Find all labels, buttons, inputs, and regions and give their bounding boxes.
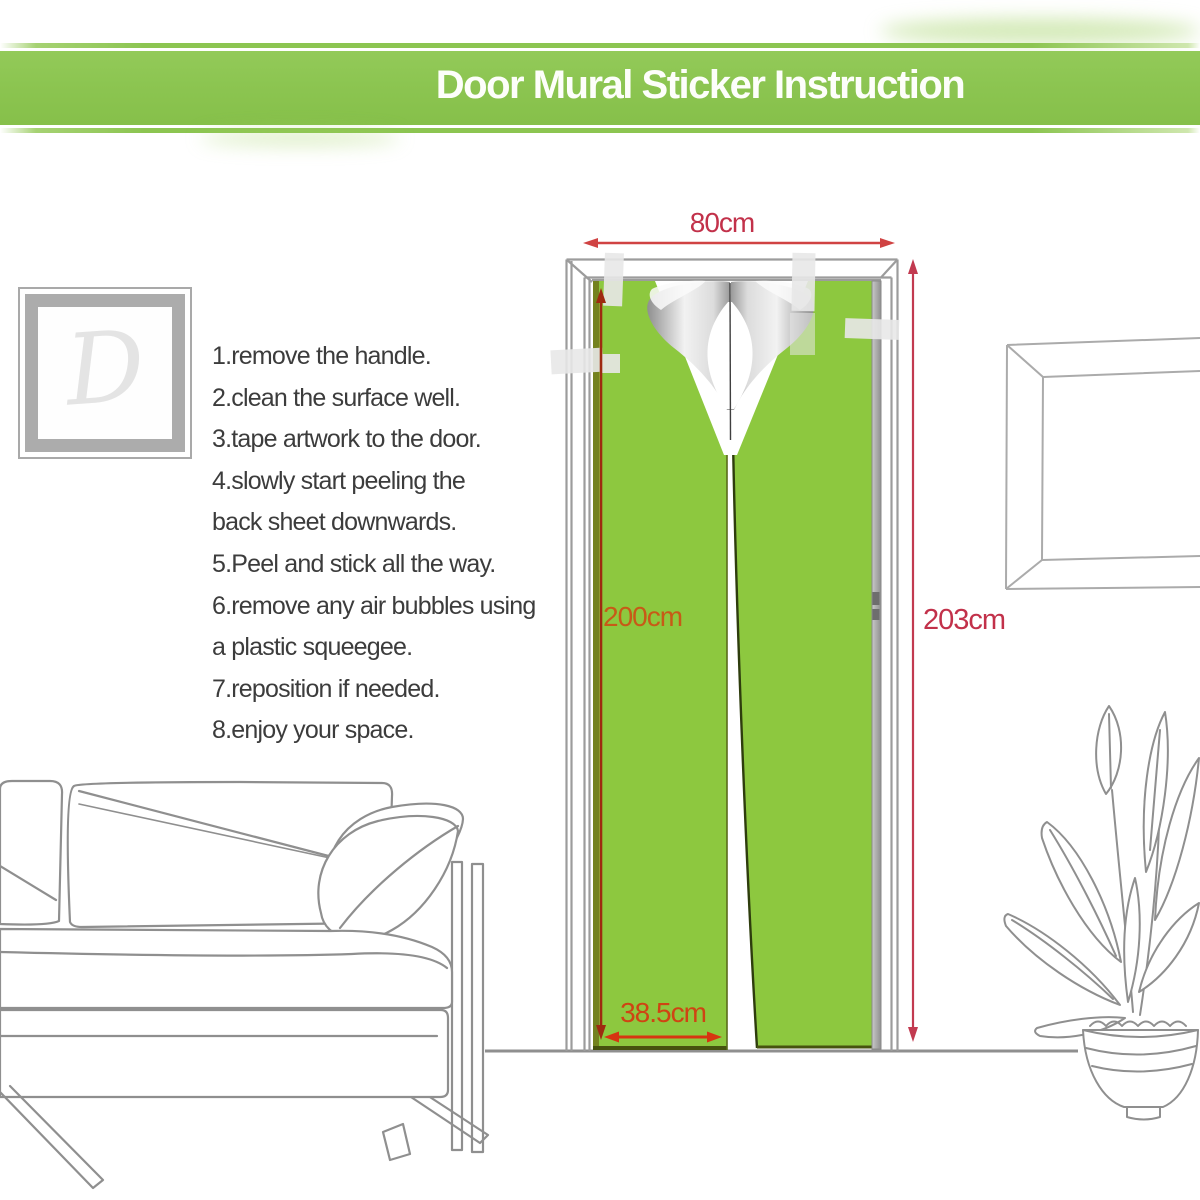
- door-latch: [873, 592, 880, 605]
- instruction-step-4: 4.slowly start peeling the: [212, 466, 465, 495]
- arrow-80cm: [583, 238, 895, 248]
- instruction-step-4b: back sheet downwards.: [212, 508, 457, 537]
- label-sticker-height: 200cm: [603, 601, 683, 632]
- instruction-step-8: 8.enjoy your space.: [212, 716, 414, 745]
- door-edge-strip: [872, 281, 881, 1049]
- instruction-list: [212, 336, 535, 752]
- instruction-step-3: 3.tape artwork to the door.: [212, 425, 481, 454]
- door-mural-sticker: [593, 281, 881, 1050]
- tape-right-frame: [845, 318, 900, 340]
- sofa-base: [0, 1010, 448, 1097]
- tape-top-right-lower: [790, 313, 815, 355]
- picture-frame-left: [18, 287, 192, 459]
- instruction-step-6b: a plastic squeegee.: [212, 633, 413, 662]
- tape-left-square: [602, 354, 620, 373]
- picture-frame-right: [1006, 338, 1200, 589]
- instruction-step-6: 6.remove any air bubbles using: [212, 591, 536, 620]
- sofa-drawing: [0, 781, 488, 1188]
- picture-frame-left-mat: [25, 294, 185, 452]
- tape-top-left: [603, 253, 624, 307]
- label-door-height: 203cm: [923, 604, 1006, 636]
- instruction-step-5: 5.Peel and stick all the way.: [212, 549, 496, 578]
- tape-left-frame: [550, 348, 603, 375]
- label-door-width: 80cm: [689, 207, 755, 238]
- plant-drawing: [1004, 706, 1199, 1120]
- label-panel-width: 38.5cm: [620, 997, 706, 1028]
- sofa-back-cushion-left: [0, 781, 62, 925]
- sofa-left-leg: [0, 1086, 103, 1188]
- instruction-step-7: 7.reposition if needed.: [212, 674, 440, 703]
- page-title: Door Mural Sticker Instruction: [435, 63, 965, 107]
- tape-top-right: [791, 253, 815, 311]
- sofa-seat: [0, 929, 452, 1008]
- frame-monogram: D: [61, 309, 149, 429]
- arrow-203cm: [908, 259, 918, 1042]
- instruction-step-2: 2.clean the surface well.: [212, 383, 461, 412]
- instruction-step-1: 1.remove the handle.: [212, 342, 431, 370]
